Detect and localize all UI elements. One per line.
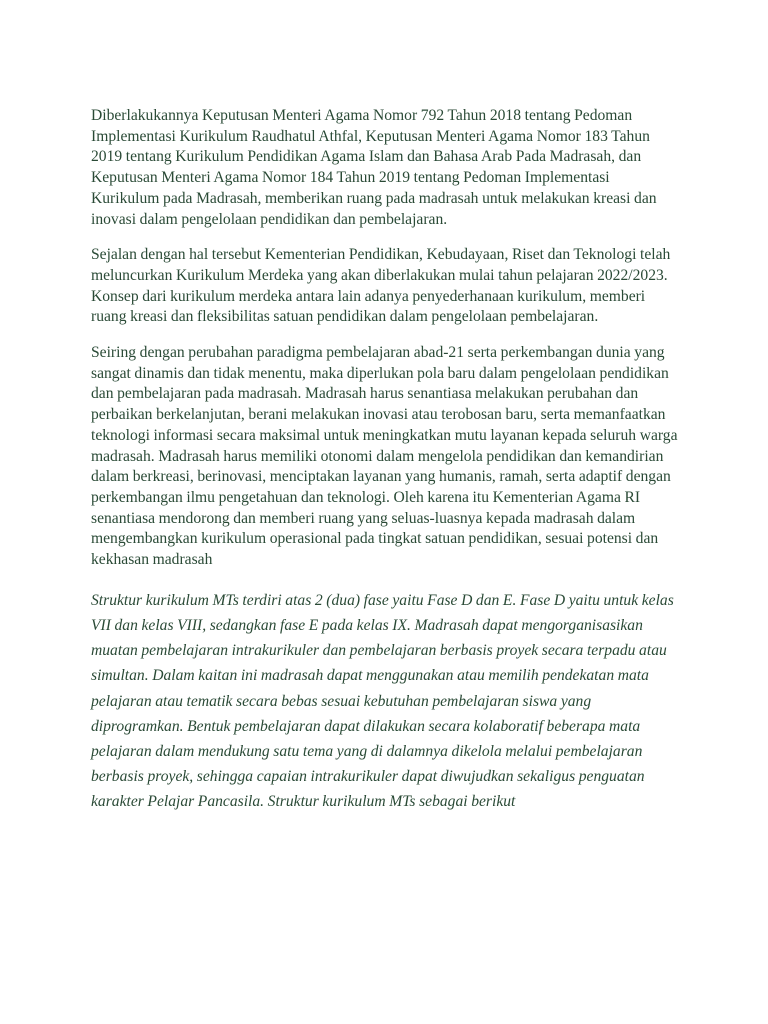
paragraph-struktur-kurikulum-mts: Struktur kurikulum MTs terdiri atas 2 (dua) fase yaitu Fase D dan E. Fase D yaitu untuk kelas VII dan kelas VIII, sedangkan fase E pada kelas IX. Madrasah dapat mengorganisasikan muatan pembelajaran intrakurikuler dan pembelajaran berbasis proyek secara terpadu atau simultan. Dalam kaitan ini madrasah dapat menggunakan atau memilih pendekatan mata pelajaran atau tematik secara bebas sesuai kebutuhan pembelajaran siswa yang diprogramkan. Bentuk pembelajaran dapat dilakukan secara kolaboratif beberapa mata pelajaran dalam mendukung satu tema yang di dalamnya dikelola melalui pembelajaran berbasis proyek, sehingga capaian intrakurikuler dapat diwujudkan sekaligus penguatan karakter Pelajar Pancasila. Struktur kurikulum MTs sebagai berikut [91, 591, 674, 811]
document-body [91, 106, 681, 830]
paragraph-kurikulum-merdeka: Sejalan dengan hal tersebut Kementerian Pendidikan, Kebudayaan, Riset dan Teknologi telah meluncurkan Kurikulum Merdeka yang akan diberlakukan mulai tahun pelajaran 2022/2023. Konsep dari kurikulum merdeka antara lain adanya penyederhanaan kurikulum, memberi ruang kreasi dan fleksibilitas satuan pendidikan dalam pengelolaan pembelajaran. [91, 246, 671, 326]
paragraph-kma-decrees: Diberlakukannya Keputusan Menteri Agama Nomor 792 Tahun 2018 tentang Pedoman Implementasi Kurikulum Raudhatul Athfal, Keputusan Menteri Agama Nomor 183 Tahun 2019 tentang Kurikulum Pendidikan Agama Islam dan Bahasa Arab Pada Madrasah, dan Keputusan Menteri Agama Nomor 184 Tahun 2019 tentang Pedoman Implementasi Kurikulum pada Madrasah, memberikan ruang pada madrasah untuk melakukan kreasi dan inovasi dalam pengelolaan pendidikan dan pembelajaran. [91, 107, 657, 228]
paragraph-paradigma-abad-21: Seiring dengan perubahan paradigma pembelajaran abad-21 serta perkembangan dunia yang sangat dinamis dan tidak menentu, maka diperlukan pola baru dalam pengelolaan pendidikan dan pembelajaran pada madrasah. Madrasah harus senantiasa melakukan perubahan dan perbaikan berkelanjutan, berani melakukan inovasi atau terobosan baru, serta memanfaatkan teknologi informasi secara maksimal untuk meningkatkan mutu layanan kepada seluruh warga madrasah. Madrasah harus memiliki otonomi dalam mengelola pendidikan dan kemandirian dalam berkreasi, berinovasi, menciptakan layanan yang humanis, ramah, serta adaptif dengan perkembangan ilmu pengetahuan dan teknologi. Oleh karena itu Kementerian Agama RI senantiasa mendorong dan memberi ruang yang seluas-luasnya kepada madrasah dalam mengembangkan kurikulum operasional pada tingkat satuan pendidikan, sesuai potensi dan kekhasan madrasah [91, 344, 678, 569]
